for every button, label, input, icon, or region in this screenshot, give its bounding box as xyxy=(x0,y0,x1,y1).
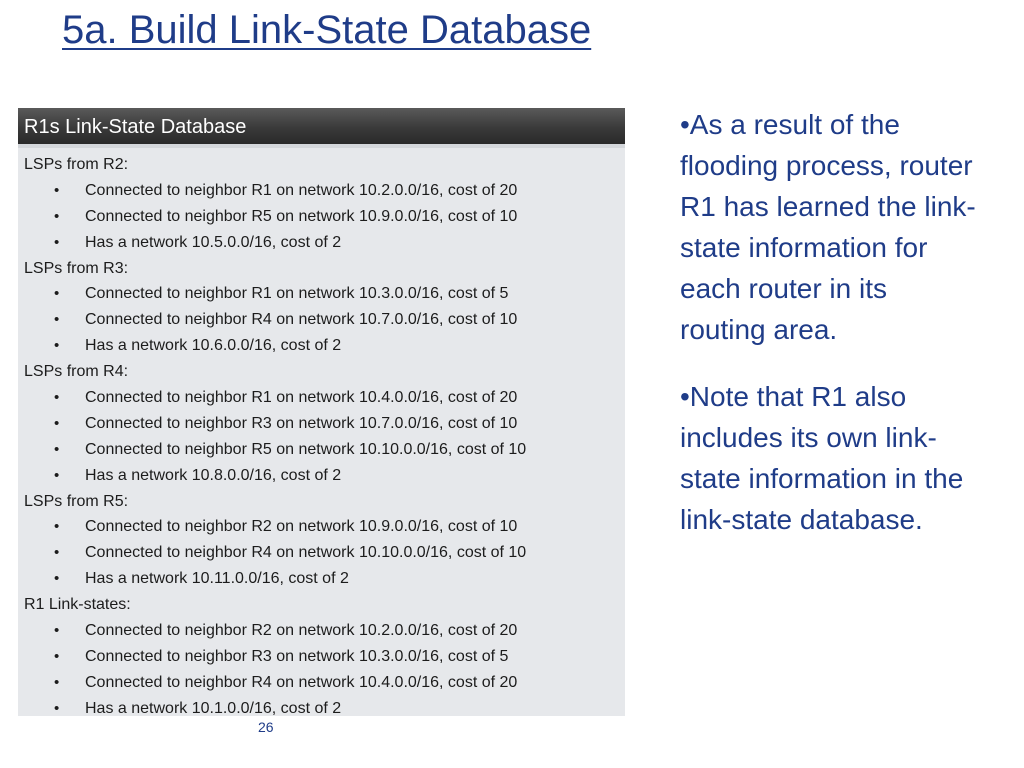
entry-text: Connected to neighbor R3 on network 10.3.0.0/16, cost of 5 xyxy=(85,647,509,665)
bullet-icon: • xyxy=(54,285,60,303)
section-heading: LSPs from R3: xyxy=(24,259,129,277)
section-heading: LSPs from R2: xyxy=(24,156,129,173)
lsdb-entry xyxy=(24,437,625,463)
lsdb-entry xyxy=(24,307,625,333)
entry-text: Has a network 10.5.0.0/16, cost of 2 xyxy=(85,233,342,251)
bullet-icon: • xyxy=(54,337,60,355)
bullet-icon: • xyxy=(54,233,60,251)
entry-text: Connected to neighbor R4 on network 10.7.0.0/16, cost of 10 xyxy=(85,311,518,329)
lsdb-entry xyxy=(24,540,625,566)
entry-text: Connected to neighbor R2 on network 10.9.0.0/16, cost of 10 xyxy=(85,518,518,536)
entry-text: Connected to neighbor R3 on network 10.7.0.0/16, cost of 10 xyxy=(85,414,518,432)
panel-body xyxy=(18,148,625,716)
slide-title: 5a. Build Link-State Database xyxy=(62,8,592,52)
entry-text: Has a network 10.1.0.0/16, cost of 2 xyxy=(85,699,342,716)
bullet-icon: • xyxy=(54,518,60,536)
lsdb-entry xyxy=(24,204,625,230)
entry-text: Connected to neighbor R1 on network 10.3.0.0/16, cost of 5 xyxy=(85,285,509,303)
lsdb-entry xyxy=(24,463,625,489)
entry-text: Has a network 10.8.0.0/16, cost of 2 xyxy=(85,466,342,484)
lsdb-entry xyxy=(24,281,625,307)
lsdb-entry xyxy=(24,670,625,696)
bullet-icon: • xyxy=(54,699,60,716)
bullet-icon: • xyxy=(54,311,60,329)
bullet-text: •Note that R1 also includes its own link-state information in the link-state database. xyxy=(680,381,964,535)
lsdb-entry xyxy=(24,411,625,437)
bullet-icon: • xyxy=(54,207,60,225)
bullet-icon: • xyxy=(54,647,60,665)
lsdb-entry xyxy=(24,385,625,411)
lsdb-entry xyxy=(24,618,625,644)
lsdb-entry xyxy=(24,333,625,359)
entry-text: Connected to neighbor R4 on network 10.4.0.0/16, cost of 20 xyxy=(85,673,518,691)
panel-header: R1s Link-State Database xyxy=(18,108,625,148)
entry-text: Has a network 10.11.0.0/16, cost of 2 xyxy=(85,570,349,588)
bullet-icon: • xyxy=(54,544,60,562)
section-heading: R1 Link-states: xyxy=(24,596,131,614)
entry-text: Connected to neighbor R1 on network 10.4.0.0/16, cost of 20 xyxy=(85,389,518,407)
entry-text: Has a network 10.6.0.0/16, cost of 2 xyxy=(85,337,342,355)
entry-text: Connected to neighbor R5 on network 10.10.0.0/16, cost of 10 xyxy=(85,440,527,458)
lsdb-entry xyxy=(24,514,625,540)
bullet-icon: • xyxy=(54,414,60,432)
bullet-list xyxy=(680,104,980,566)
bullet-icon: • xyxy=(54,622,60,640)
lsdb-entry xyxy=(24,178,625,204)
bullet-icon: • xyxy=(54,570,60,588)
lsdb-entry xyxy=(24,230,625,256)
link-state-database-panel xyxy=(18,108,625,716)
section-heading: LSPs from R4: xyxy=(24,363,129,381)
lsdb-entry xyxy=(24,566,625,592)
entry-text: Connected to neighbor R5 on network 10.9.0.0/16, cost of 10 xyxy=(85,207,518,225)
bullet-icon: • xyxy=(54,181,60,199)
page-number: 26 xyxy=(258,719,274,735)
entry-text: Connected to neighbor R4 on network 10.10.0.0/16, cost of 10 xyxy=(85,544,527,562)
section-heading: LSPs from R5: xyxy=(24,492,129,510)
bullet-text: •As a result of the flooding process, router R1 has learned the link-state information for each router in its routing area. xyxy=(680,109,976,345)
entry-text: Connected to neighbor R1 on network 10.2.0.0/16, cost of 20 xyxy=(85,181,518,199)
bullet-icon: • xyxy=(54,466,60,484)
lsdb-entry xyxy=(24,644,625,670)
entry-text: Connected to neighbor R2 on network 10.2.0.0/16, cost of 20 xyxy=(85,622,518,640)
bullet-icon: • xyxy=(54,673,60,691)
lsdb-entry xyxy=(24,696,625,716)
bullet-icon: • xyxy=(54,440,60,458)
bullet-icon: • xyxy=(54,389,60,407)
